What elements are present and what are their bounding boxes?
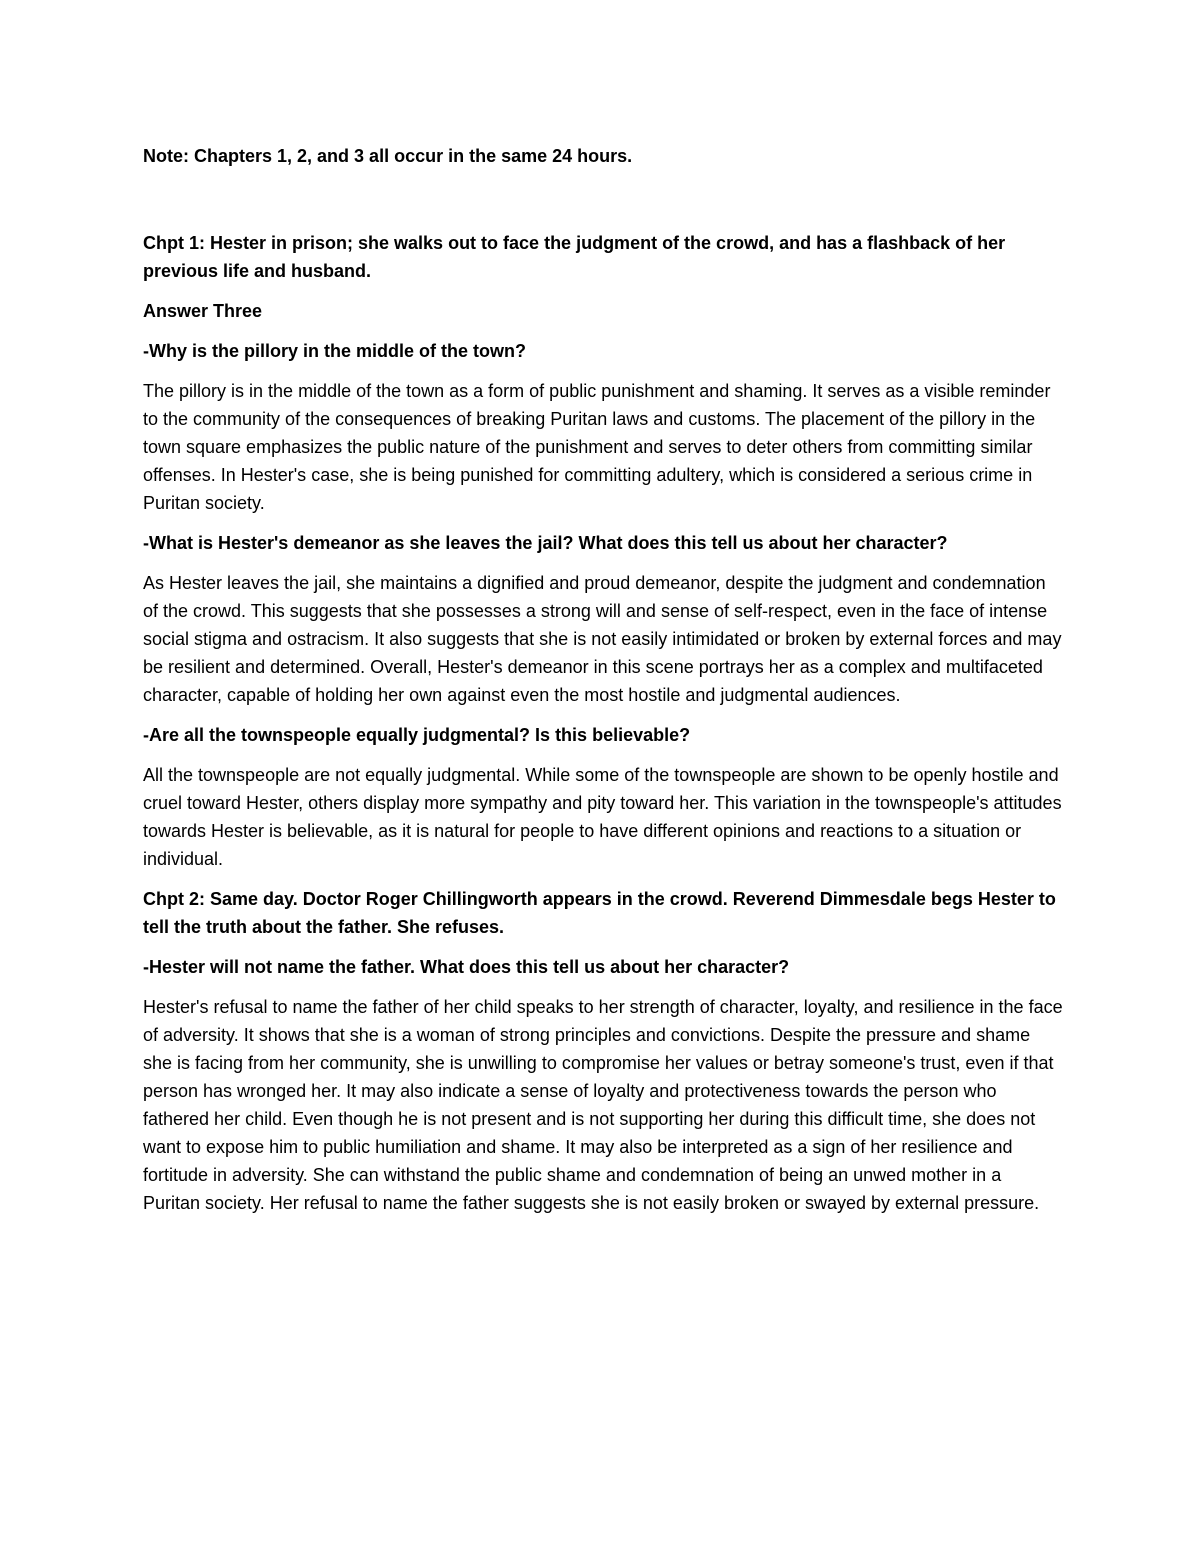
question-3: -Are all the townspeople equally judgmental? Is this believable? bbox=[143, 725, 691, 745]
answer-2: As Hester leaves the jail, she maintains a dignified and proud demeanor, despite the judgment and condemnation of the crowd. This suggests that she possesses a strong will and sense of self-respect, even in the face of intense social stigma and ostracism. It also suggests that she is not easily intimidated or broken by external forces and may be resilient and determined. Overall, Hester's demeanor in this scene portrays her as a complex and multifaceted character, capable of holding her own against even the most hostile and judgmental audiences. bbox=[143, 573, 1062, 705]
document-body bbox=[143, 142, 1063, 1217]
chapters-note: Note: Chapters 1, 2, and 3 all occur in the same 24 hours. bbox=[143, 146, 633, 166]
question-1: -Why is the pillory in the middle of the town? bbox=[143, 341, 526, 361]
chapter-2-summary: Chpt 2: Same day. Doctor Roger Chillingworth appears in the crowd. Reverend Dimmesdale begs Hester to tell the truth about the father. She refuses. bbox=[143, 889, 1056, 937]
answer-4: Hester's refusal to name the father of her child speaks to her strength of character, loyalty, and resilience in the face of adversity. It shows that she is a woman of strong principles and convictions. Despite the pressure and shame she is facing from her community, she is unwilling to compromise her values or betray someone's trust, even if that person has wronged her. It may also indicate a sense of loyalty and protectiveness towards the person who fathered her child. Even though he is not present and is not supporting her during this difficult time, she does not want to expose him to public humiliation and shame. It may also be interpreted as a sign of her resilience and fortitude in adversity. She can withstand the public shame and condemnation of being an unwed mother in a Puritan society. Her refusal to name the father suggests she is not easily broken or swayed by external pressure. bbox=[143, 997, 1063, 1213]
answer-instruction: Answer Three bbox=[143, 301, 263, 321]
answer-3: All the townspeople are not equally judgmental. While some of the townspeople are shown to be openly hostile and cruel toward Hester, others display more sympathy and pity toward her. This variation in the townspeople's attitudes towards Hester is believable, as it is natural for people to have different opinions and reactions to a situation or individual. bbox=[143, 765, 1062, 869]
question-4: -Hester will not name the father. What does this tell us about her character? bbox=[143, 957, 790, 977]
answer-1: The pillory is in the middle of the town as a form of public punishment and shaming. It serves as a visible reminder to the community of the consequences of breaking Puritan laws and customs. The placement of the pillory in the town square emphasizes the public nature of the punishment and serves to deter others from committing similar offenses. In Hester's case, she is being punished for committing adultery, which is considered a serious crime in Puritan society. bbox=[143, 381, 1051, 513]
question-2: -What is Hester's demeanor as she leaves the jail? What does this tell us about her character? bbox=[143, 533, 948, 553]
chapter-1-summary: Chpt 1: Hester in prison; she walks out to face the judgment of the crowd, and has a flashback of her previous life and husband. bbox=[143, 233, 1006, 281]
